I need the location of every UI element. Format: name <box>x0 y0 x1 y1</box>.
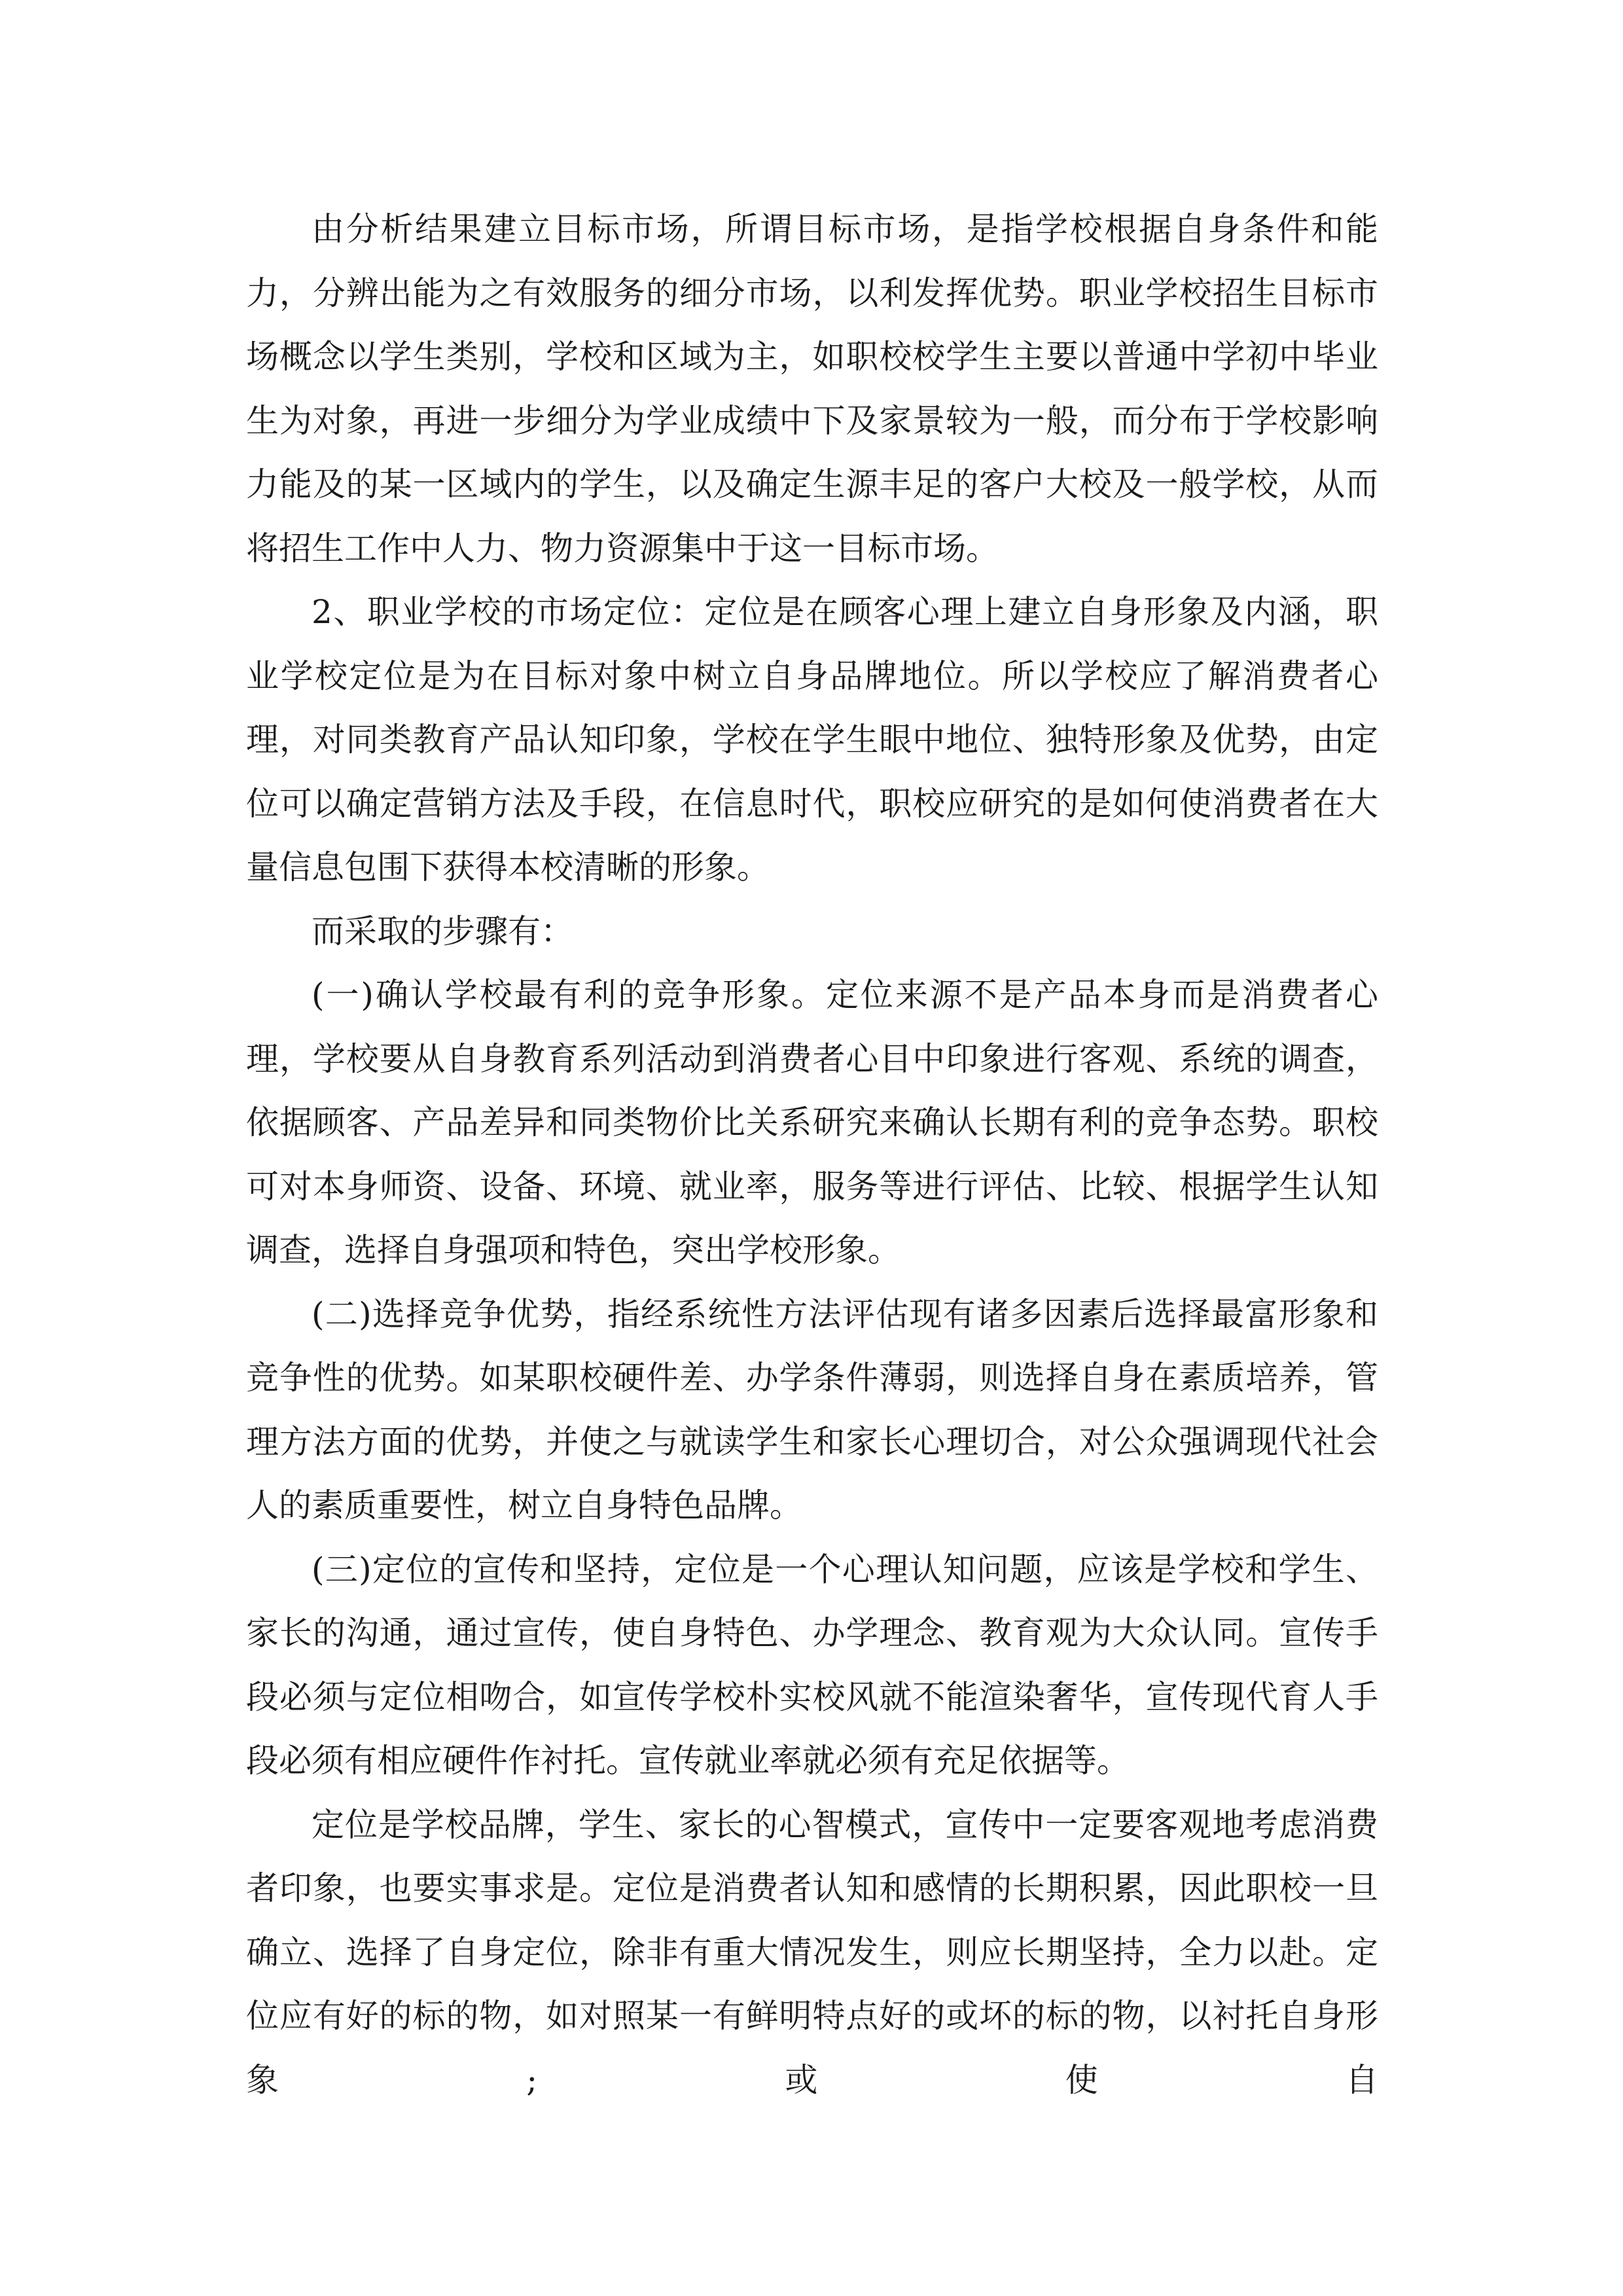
paragraph-step-one: (一)确认学校最有利的竞争形象。定位来源不是产品本身而是消费者心理，学校要从自身教育系列活动到消费者心目中印象进行客观、系统的调查，依据顾客、产品差异和同类物价比关系研究来确认长期有利的竞争态势。职校可对本身师资、设备、环境、就业率，服务等进行评估、比较、根据学生认知调查，选择自身强项和特色，突出学校形象。 <box>246 976 1378 1269</box>
paragraph-step-two: (二)选择竞争优势，指经系统性方法评估现有诸多因素后选择最富形象和竞争性的优势。如某职校硬件差、办学条件薄弱，则选择自身在素质培养，管理方法方面的优势，并使之与就读学生和家长心理切合，对公众强调现代社会人的素质重要性，树立自身特色品牌。 <box>246 1295 1378 1524</box>
paragraph-positioning-brand: 定位是学校品牌，学生、家长的心智模式，宣传中一定要客观地考虑消费者印象，也要实事求是。定位是消费者认知和感情的长期积累，因此职校一旦确立、选择了自身定位，除非有重大情况发生，则应长期坚持，全力以赴。定位应有好的标的物，如对照某一有鲜明特点好的或坏的标的物，以衬托自身形象;或使自 <box>246 1805 1378 2099</box>
document-body <box>246 198 1378 2112</box>
paragraph-market-positioning: 2、职业学校的市场定位：定位是在顾客心理上建立自身形象及内涵，职业学校定位是为在目标对象中树立自身品牌地位。所以学校应了解消费者心理，对同类教育产品认知印象，学校在学生眼中地位、独特形象及优势，由定位可以确定营销方法及手段，在信息时代，职校应研究的是如何使消费者在大量信息包围下获得本校清晰的形象。 <box>246 593 1378 886</box>
paragraph-steps-intro: 而采取的步骤有： <box>312 912 573 950</box>
paragraph-step-three: (三)定位的宣传和坚持，定位是一个心理认知问题，应该是学校和学生、家长的沟通，通过宣传，使自身特色、办学理念、教育观为大众认同。宣传手段必须与定位相吻合，如宣传学校朴实校风就不能渲染奢华，宣传现代育人手段必须有相应硬件作衬托。宣传就业率就必须有充足依据等。 <box>246 1550 1378 1780</box>
paragraph-target-market: 由分析结果建立目标市场，所谓目标市场，是指学校根据自身条件和能力，分辨出能为之有效服务的细分市场，以利发挥优势。职业学校招生目标市场概念以学生类别，学校和区域为主，如职校校学生主要以普通中学初中毕业生为对象，再进一步细分为学业成绩中下及家景较为一般，而分布于学校影响力能及的某一区域内的学生，以及确定生源丰足的客户大校及一般学校，从而将招生工作中人力、物力资源集中于这一目标市场。 <box>246 210 1378 567</box>
